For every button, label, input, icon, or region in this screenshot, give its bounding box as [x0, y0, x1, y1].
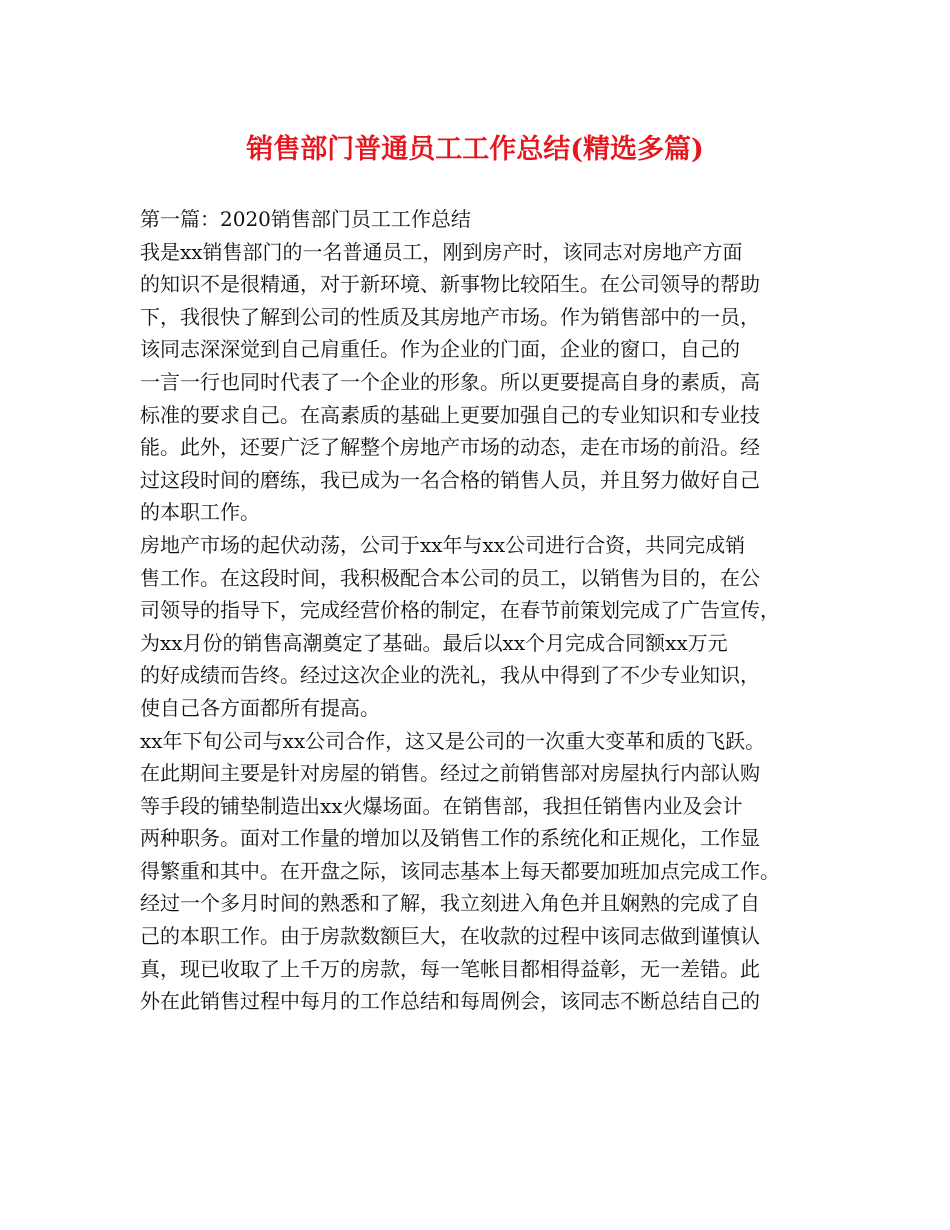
text-line: 标准的要求自己。在高素质的基础上更要加强自己的专业知识和专业技 — [140, 402, 760, 427]
document-title: 销售部门普通员工工作总结(精选多篇) — [246, 134, 704, 165]
text-line: 我是xx销售部门的一名普通员工，刚到房产时，该同志对房地产方面 — [140, 239, 743, 264]
document-body — [140, 203, 830, 1018]
text-line: 过这段时间的磨练，我已成为一名合格的销售人员，并且努力做好自己 — [140, 467, 760, 492]
text-line: 使自己各方面都所有提高。 — [140, 695, 380, 720]
text-line: xx年下旬公司与xx公司合作，这又是公司的一次重大变革和质的飞跃。 — [140, 728, 766, 753]
text-line: 真，现已收取了上千万的房款，每一笔帐目都相得益彰，无一差错。此 — [140, 956, 760, 981]
text-line: 外在此销售过程中每月的工作总结和每周例会，该同志不断总结自己的 — [140, 989, 760, 1014]
text-line: 经过一个多月时间的熟悉和了解，我立刻进入角色并且娴熟的完成了自 — [140, 891, 760, 916]
text-line: 等手段的铺垫制造出xx火爆场面。在销售部，我担任销售内业及会计 — [140, 793, 743, 818]
text-line: 两种职务。面对工作量的增加以及销售工作的系统化和正规化，工作显 — [140, 826, 760, 851]
text-line: 在此期间主要是针对房屋的销售。经过之前销售部对房屋执行内部认购 — [140, 761, 760, 786]
text-line: 司领导的指导下，完成经营价格的制定，在春节前策划完成了广告宣传， — [140, 598, 780, 623]
paragraph — [140, 725, 830, 1018]
text-line: 为xx月份的销售高潮奠定了基础。最后以xx个月完成合同额xx万元 — [140, 630, 728, 655]
text-line: 的本职工作。 — [140, 500, 260, 525]
text-line: 售工作。在这段时间，我积极配合本公司的员工，以销售为目的，在公 — [140, 565, 760, 590]
text-line: 己的本职工作。由于房款数额巨大，在收款的过程中该同志做到谨慎认 — [140, 924, 760, 949]
text-line: 该同志深深觉到自己肩重任。作为企业的门面，企业的窗口，自己的 — [140, 337, 740, 362]
text-line: 一言一行也同时代表了一个企业的形象。所以更要提高自身的素质，高 — [140, 369, 760, 394]
paragraph — [140, 529, 830, 725]
paragraph — [140, 236, 830, 529]
text-line: 的好成绩而告终。经过这次企业的洗礼，我从中得到了不少专业知识， — [140, 663, 760, 688]
section-heading: 第一篇：2020销售部门员工工作总结 — [140, 207, 471, 231]
text-line: 下，我很快了解到公司的性质及其房地产市场。作为销售部中的一员， — [140, 304, 760, 329]
text-line: 房地产市场的起伏动荡，公司于xx年与xx公司进行合资，共同完成销 — [140, 532, 746, 557]
text-line: 得繁重和其中。在开盘之际，该同志基本上每天都要加班加点完成工作。 — [140, 858, 780, 883]
text-line: 能。此外，还要广泛了解整个房地产市场的动态，走在市场的前沿。经 — [140, 435, 760, 460]
text-line: 的知识不是很精通，对于新环境、新事物比较陌生。在公司领导的帮助 — [140, 272, 760, 297]
